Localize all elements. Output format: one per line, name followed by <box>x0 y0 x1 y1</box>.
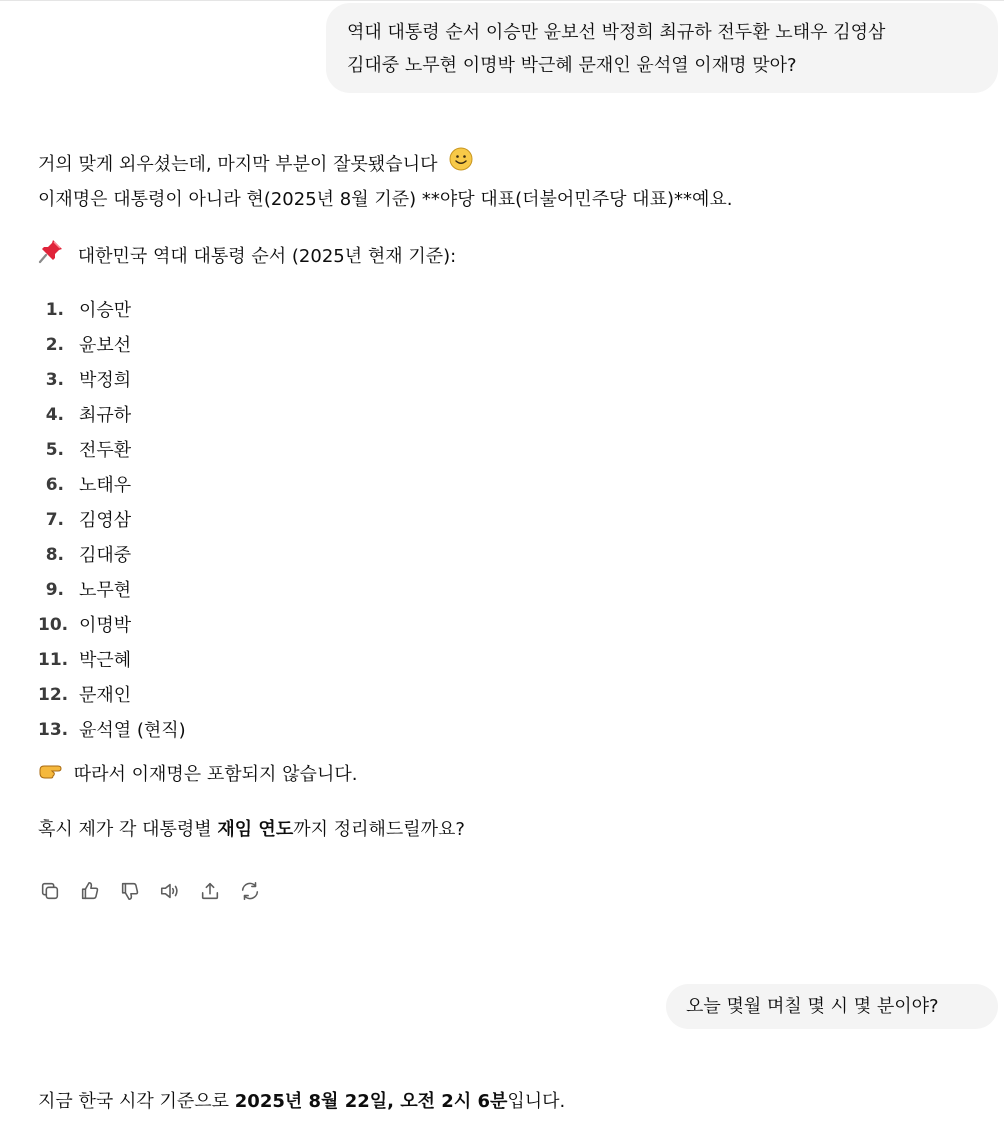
list-item-name: 노태우 <box>79 475 132 496</box>
message-action-bar <box>38 879 262 903</box>
list-item-number: 4. <box>45 405 64 425</box>
followup-text-end: 까지 정리해드릴까요? <box>293 819 465 840</box>
list-item-number: 1. <box>45 300 64 320</box>
assistant-text-line: 이재명은 대통령이 아니라 현(2025년 8월 기준) **야당 대표(더불어민주당 대표)**예요. <box>38 189 733 210</box>
list-item-name: 윤보선 <box>79 335 132 356</box>
conclusion-line <box>38 757 357 792</box>
assistant-text: 거의 맞게 외우셨는데, 마지막 부분이 잘못됐습니다 <box>38 154 438 175</box>
assistant-intro-line <box>38 147 473 182</box>
list-heading-text: 대한민국 역대 대통령 순서 (2025년 현재 기준): <box>77 246 457 267</box>
smile-emoji-icon <box>449 147 473 183</box>
list-item-name: 박근혜 <box>79 650 132 671</box>
list-item-number: 9. <box>45 580 64 600</box>
time-answer-end: 입니다. <box>507 1091 566 1112</box>
list-item-name: 윤석열 (현직) <box>79 720 186 741</box>
list-item-number: 12. <box>38 685 69 705</box>
share-icon[interactable] <box>198 879 222 903</box>
user-message-line: 오늘 몇월 며칠 몇 시 몇 분이야? <box>686 996 939 1017</box>
list-item <box>38 328 438 363</box>
thumbs-up-icon[interactable] <box>78 879 102 903</box>
list-item <box>38 643 438 678</box>
read-aloud-icon[interactable] <box>158 879 182 903</box>
list-item-number: 6. <box>45 475 64 495</box>
assistant-time-answer <box>38 1084 565 1119</box>
list-item-name: 이명박 <box>79 615 132 636</box>
pointing-hand-icon <box>38 758 64 793</box>
user-message-line: 역대 대통령 순서 이승만 윤보선 박정희 최규하 전두환 노태우 김영삼 <box>347 22 886 43</box>
list-item-name: 박정희 <box>79 370 132 391</box>
list-item-name: 노무현 <box>79 580 132 601</box>
followup-text: 혹시 제가 각 대통령별 <box>38 819 218 840</box>
list-item <box>38 433 438 468</box>
list-item-number: 8. <box>45 545 64 565</box>
list-item <box>38 608 438 643</box>
list-item-name: 김영삼 <box>79 510 132 531</box>
thumbs-down-icon[interactable] <box>118 879 142 903</box>
list-item <box>38 503 438 538</box>
pushpin-icon <box>38 238 64 276</box>
list-item-number: 10. <box>38 615 69 635</box>
followup-bold-text: 재임 연도 <box>217 819 294 840</box>
list-item-name: 김대중 <box>79 545 132 566</box>
list-item-name: 이승만 <box>79 300 132 321</box>
list-item-number: 11. <box>38 650 69 670</box>
time-answer-text: 지금 한국 시각 기준으로 <box>38 1091 235 1112</box>
list-item-number: 2. <box>45 335 64 355</box>
copy-icon[interactable] <box>38 879 62 903</box>
list-item <box>38 538 438 573</box>
list-item-name: 최규하 <box>79 405 132 426</box>
list-item-number: 7. <box>45 510 64 530</box>
user-message-bubble <box>326 3 998 93</box>
list-item <box>38 398 438 433</box>
list-item-name: 문재인 <box>79 685 132 706</box>
list-item-number: 13. <box>38 720 69 740</box>
presidents-list <box>38 293 438 748</box>
list-item <box>38 678 438 713</box>
list-heading <box>38 238 456 273</box>
list-item <box>38 293 438 328</box>
list-item-name: 전두환 <box>79 440 132 461</box>
user-message-bubble <box>666 984 998 1029</box>
followup-line <box>38 812 465 847</box>
list-item-number: 3. <box>45 370 64 390</box>
list-item <box>38 363 438 398</box>
conclusion-text: 따라서 이재명은 포함되지 않습니다. <box>73 764 358 785</box>
list-item <box>38 573 438 608</box>
list-item-number: 5. <box>45 440 64 460</box>
user-message-line: 김대중 노무현 이명박 박근혜 문재인 윤석열 이재명 맞아? <box>347 55 797 76</box>
list-item <box>38 468 438 503</box>
regenerate-icon[interactable] <box>238 879 262 903</box>
list-item <box>38 713 438 748</box>
time-answer-bold: 2025년 8월 22일, 오전 2시 6분 <box>234 1091 508 1112</box>
